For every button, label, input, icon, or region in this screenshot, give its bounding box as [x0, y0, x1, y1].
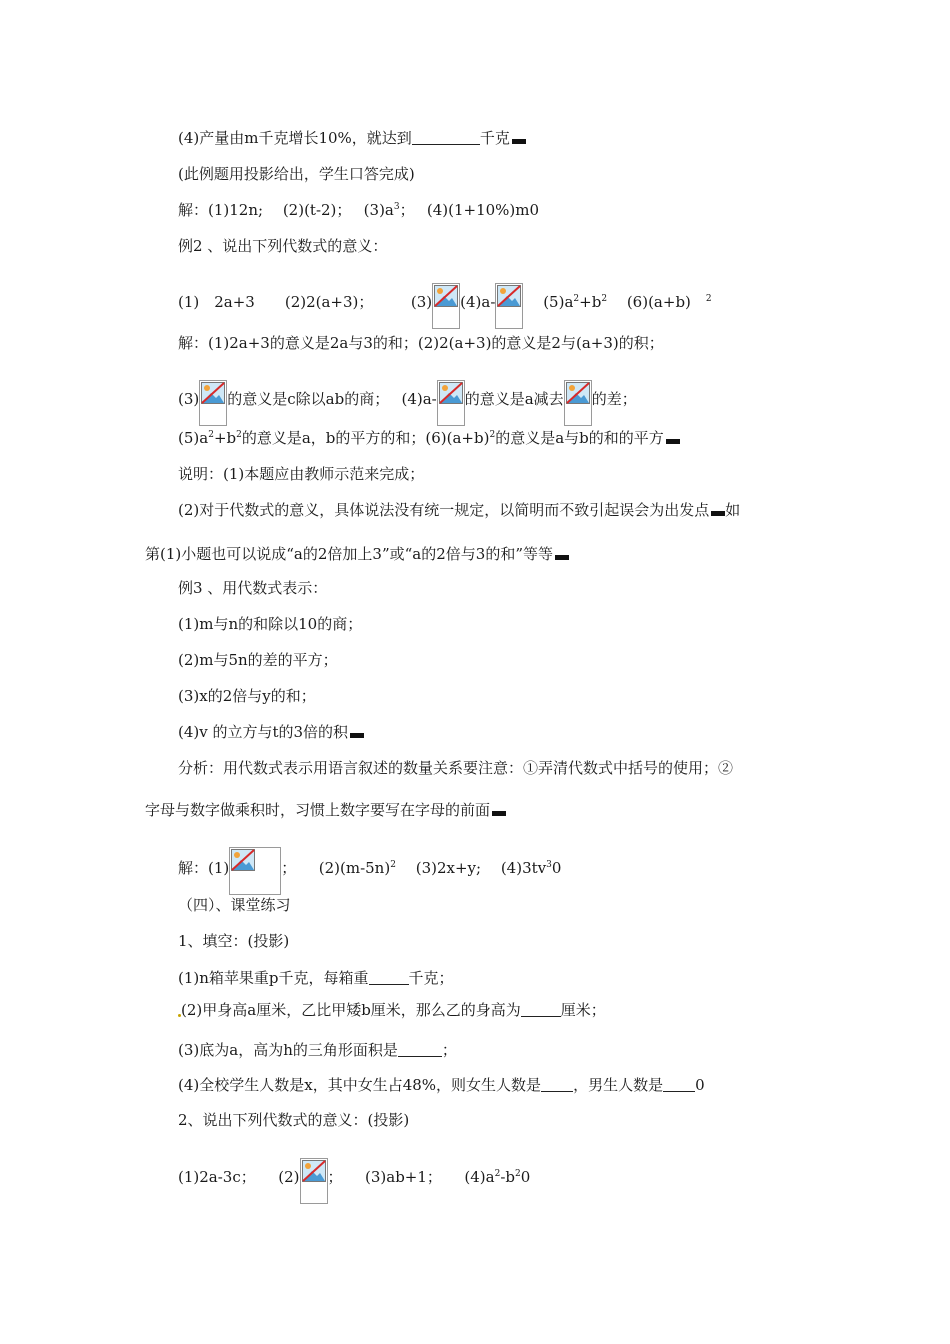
end-mark — [666, 439, 680, 444]
formula-image-icon — [564, 380, 592, 426]
text-line: (1) 2a+3 (2)2(a+3)； (3) (4)a- $(5)a^2+b^2$ (6)(a+b) $^2$ — [178, 283, 712, 329]
section-heading: （四）、课堂练习 — [178, 896, 291, 914]
text-line: 分析：用代数式表示用语言叙述的数量关系要注意：①弄清代数式中括号的使用；② — [178, 759, 734, 777]
answer-blank[interactable] — [521, 1002, 561, 1017]
text-line: (2)甲身高a厘米，乙比甲矮b厘米，那么乙的身高为 厘米； — [178, 1000, 606, 1020]
text-line: 解：(1) ； $(2)(m-5n)^2$ (3)2x+y; $(4)3tv^30$ — [178, 847, 561, 895]
answer-blank[interactable] — [541, 1077, 573, 1092]
text-line: (1)2a-3c； (2) ； (3)ab+1； $(4)a^2-b^20$ — [178, 1158, 530, 1204]
text-line: 第(1)小题也可以说成“a的2倍加上3”或“a的2倍与3的和”等等 — [145, 544, 569, 564]
formula-image-icon — [199, 380, 227, 426]
text-line: 字母与数字做乘积时，习惯上数字要写在字母的前面 — [145, 800, 506, 820]
text-line: (3)底为a，高为h的三角形面积是 ； — [178, 1041, 457, 1059]
section-heading: 例2 、说出下列代数式的意义： — [178, 237, 388, 255]
formula-image-icon — [432, 283, 460, 329]
text-line: (2)m与5n的差的平方； — [178, 651, 338, 669]
answer-blank[interactable] — [398, 1042, 442, 1057]
text-line: 2、说出下列代数式的意义：(投影) — [178, 1111, 410, 1129]
answer-blank[interactable] — [369, 970, 409, 985]
text-line: (2)对于代数式的意义，具体说法没有统一规定，以简明而不致引起误会为出发点 如 — [178, 501, 741, 519]
text-line: (1)m与n的和除以10的商； — [178, 615, 363, 633]
text-line: (1)n箱苹果重p千克，每箱重 千克； — [178, 969, 454, 987]
text-line: 解：(1)12n; (2)(t-2)； $(3)a^3$； (4)(1+10%)m0 — [178, 201, 540, 219]
text-line: (3)x的2倍与y的和； — [178, 687, 316, 705]
answer-blank[interactable] — [412, 130, 480, 145]
section-heading: 例3 、用代数式表示： — [178, 579, 328, 597]
end-mark — [555, 555, 569, 560]
formula-image-icon — [495, 283, 523, 329]
text-line: (4)产量由m千克增长10%，就达到 千克 — [178, 128, 526, 148]
text-line: 说明：(1)本题应由教师示范来完成； — [178, 465, 425, 483]
text-line: $(5)a^2+b^2$的意义是a，b的平方的和；$(6)(a+b)^2$的意义是a与b的和的平方 — [178, 428, 680, 448]
text-line: (4)全校学生人数是x，其中女生占48%，则女生人数是 ，男生人数是 0 — [178, 1076, 705, 1094]
formula-image-icon — [229, 847, 281, 895]
end-mark — [350, 733, 364, 738]
answer-blank[interactable] — [663, 1077, 695, 1092]
formula-image-icon — [300, 1158, 328, 1204]
text-line: 1、填空：(投影) — [178, 932, 290, 950]
text-line: (此例题用投影给出，学生口答完成) — [178, 165, 415, 183]
end-mark — [711, 511, 725, 516]
text-line: 解：(1)2a+3的意义是2a与3的和；(2)2(a+3)的意义是2与(a+3)的积； — [178, 334, 664, 352]
text-line: (4)v 的立方与t的3倍的积 — [178, 722, 364, 742]
end-mark — [492, 811, 506, 816]
end-mark — [512, 139, 526, 144]
formula-image-icon — [437, 380, 465, 426]
text-line: (3) 的意义是c除以ab的商； (4)a- 的意义是a减去 的差； — [178, 380, 637, 426]
